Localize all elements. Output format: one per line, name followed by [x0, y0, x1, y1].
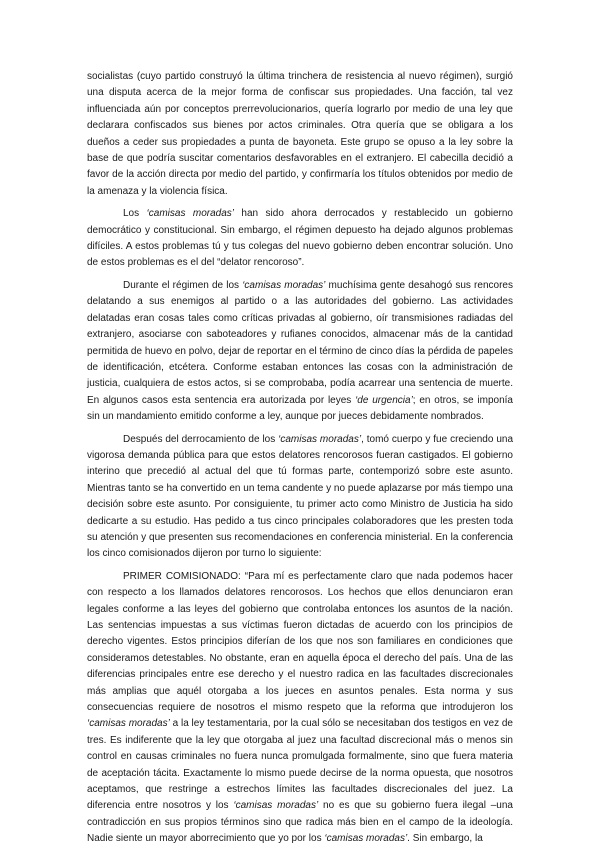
italic-phrase: ‘camisas moradas’: [278, 433, 362, 445]
text-run: no es que su gobierno fuera ilegal –una contradicción en sus propios términos sino que radica más bien en el campo de la ideología. Nadie siente un mayor aborrecimiento que yo por los: [87, 800, 513, 845]
text-run: Durante el régimen de los: [123, 279, 243, 291]
paragraph: [87, 278, 513, 426]
text-run: PRIMER COMISIONADO: “Para mí es perfectamente claro que nada podemos hacer con respecto a los llamados delatores rencorosos. Los hechos que ellos denunciaron eran legales conforme a las leyes del gobierno que controlaba entonces los asuntos de la nación. Las sentencias impuestas a sus víctimas fueron dictadas de acuerdo con los principios de derecho vigentes. Estos principios diferían de los que nos son familiares en condiciones que consideramos detestables. No obstante, eran en aquella época el derecho del país. Una de las diferencias principales entre ese derecho y el nuestro radica en las facultades discrecionales más amplias que aquél otorgaba a los jueces en asuntos penales. Esta norma y sus consecuencias requiere de nosotros el mismo respeto que la reforma que introdujeron los: [87, 570, 513, 714]
paragraph: [87, 69, 513, 200]
italic-phrase: ‘camisas moradas’: [324, 833, 408, 845]
paragraph: [87, 432, 513, 563]
italic-phrase: ‘camisas moradas’: [87, 718, 170, 730]
paragraph: [87, 206, 513, 272]
text-run: muchísima gente desahogó sus rencores delatando a sus enemigos al partido o a las autoridades del gobierno. Las actividades delatadas eran cosas tales como críticas privadas al gobierno, oír transmisiones radiadas del extranjero, asociarse con saboteadores y rufianes conocidos, almacenar más de la cantidad permitida de huevo en polvo, dejar de reportar en el término de cinco días la pérdida de papeles de identificación, etcétera. Conforme estaban entonces las cosas con la administración de justicia, cualquiera de estos actos, si se comprobaba, podía acarrear una sentencia de muerte. En algunos casos esta sentencia era autorizada por leyes: [87, 279, 513, 406]
text-run: socialistas (cuyo partido construyó la última trinchera de resistencia al nuevo régimen), surgió una disputa acerca de la mejor forma de confiscar sus propiedades. Una facción, tal vez influenciada aún por conceptos prerrevolucionarios, quería lograrlo por medio de una ley que declarara confiscados sus bienes por actos criminales. Otra quería que se obligara a los dueños a ceder sus propiedades a punta de bayoneta. Este grupo se opuso a la ley sobre la base de que podría suscitar comentarios desfavorables en el extranjero. El cabecilla decidió a favor de la acción directa por medio del partido, y confirmaría los títulos obtenidos por medio de la amenaza y la violencia física.: [87, 71, 513, 197]
text-run: han sido ahora derrocados y restablecido un gobierno democrático y constitucional. Sin embargo, el régimen depuesto ha dejado algunos problemas difíciles. A estos problemas tú y tus colegas del nuevo gobierno deben encontrar solución. Uno de estos problemas es el del “delator rencoroso”.: [87, 208, 513, 269]
italic-phrase: ‘camisas moradas’: [233, 800, 319, 812]
text-run: Después del derrocamiento de los: [123, 433, 279, 445]
text-run: a la ley testamentaria, por la cual sólo se necesitaban dos testigos en vez de tres. Es indiferente que la ley que otorgaba al juez una facultad discrecional más o menos sin control en causas criminales no fuera nunca promulgada formalmente, sino que fuera materia de aceptación tácita. Exactamente lo mismo puede decirse de la norma opuesta, que nosotros aceptamos, que restringe a estrechos límites las facultades discrecionales del juez. La diferencia entre nosotros y los: [87, 718, 513, 812]
text-run: . Sin embargo, la: [407, 833, 483, 845]
text-run: Los: [123, 208, 147, 220]
text-run: ; en otros, se imponía sin un mandamiento emitido conforme a ley, aunque por jueces debidamente nombrados.: [87, 394, 513, 423]
italic-phrase: ‘de urgencia’: [355, 394, 413, 406]
italic-phrase: ‘camisas moradas’: [242, 279, 326, 291]
text-run: , tomó cuerpo y fue creciendo una vigorosa demanda pública para que estos delatores rencorosos fueran castigados. El gobierno interino que precedió al actual del que tú formas parte, contemporizó sobre este asunto. Mientras tanto se ha convertido en un tema candente y no puede aplazarse por más tiempo una decisión sobre este asunto. Por consiguiente, tu primer acto como Ministro de Justicia ha sido dedicarte a su estudio. Has pedido a tus cinco principales colaboradores que les presten toda su atención y que presenten sus recomendaciones en conferencia ministerial. En la conferencia los cinco comisionados dijeron por turno lo siguiente:: [87, 433, 514, 560]
paragraph: [87, 569, 513, 848]
italic-phrase: ‘camisas moradas’: [146, 208, 234, 220]
